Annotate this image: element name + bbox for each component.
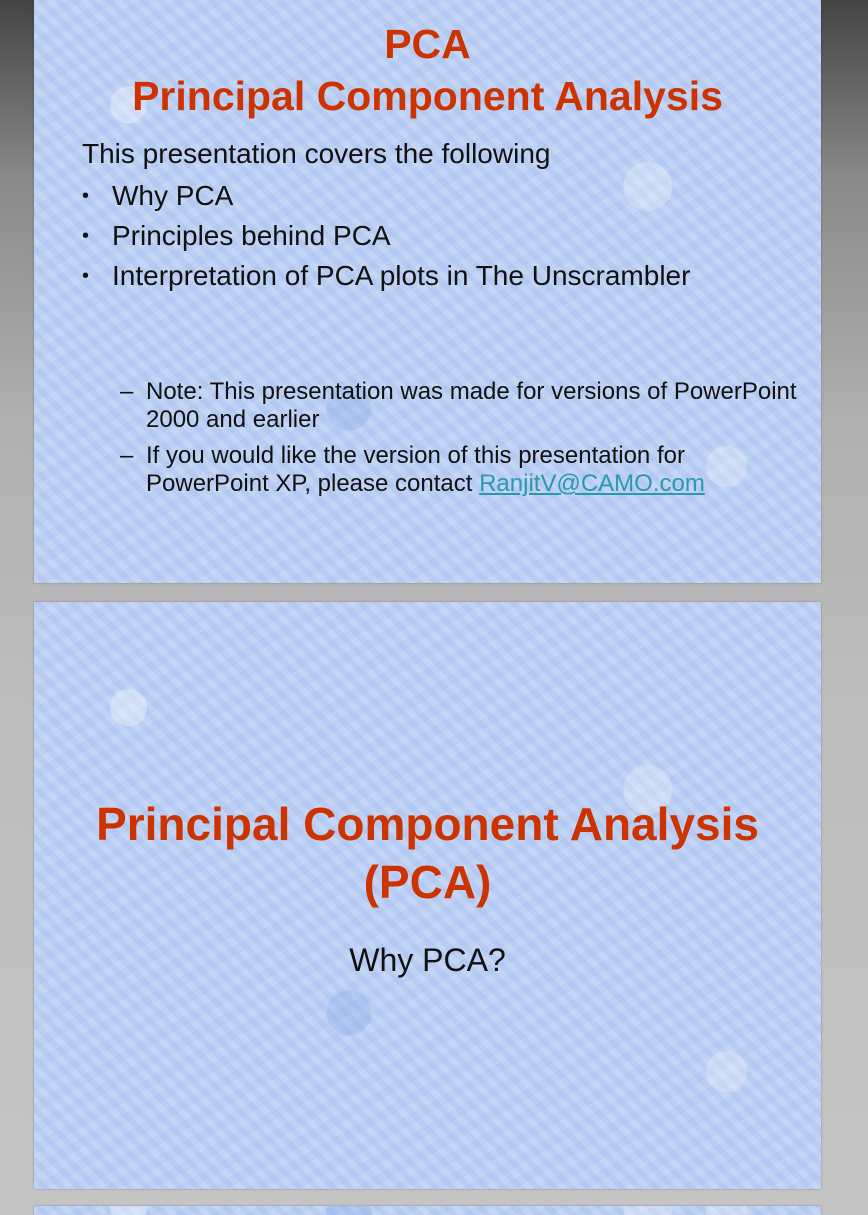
note-item	[120, 442, 800, 498]
bullet-item	[82, 176, 690, 216]
bullet-item	[82, 256, 690, 296]
bullet-text: Principles behind PCA	[112, 220, 391, 251]
bullet-icon: •	[82, 184, 90, 207]
slide-1-notes-list	[120, 378, 800, 506]
contact-email-link[interactable]: RanjitV@CAMO.com	[479, 470, 705, 497]
bullet-icon: •	[82, 264, 90, 287]
slide-1-bullet-list	[82, 176, 690, 296]
slide-1-title-line-1: PCA	[384, 21, 471, 67]
slide-1-title-line-2: Principal Component Analysis	[132, 73, 723, 119]
slide-1	[34, 0, 821, 583]
note-text: Note: This presentation was made for versions of PowerPoint 2000 and earlier	[146, 378, 797, 433]
slide-1-intro: This presentation covers the following	[82, 138, 551, 169]
bullet-text: Why PCA	[112, 180, 234, 211]
slide-2-title-line-2: (PCA)	[363, 856, 492, 908]
slide-2-subtitle: Why PCA?	[349, 942, 506, 978]
slide-2-title-line-1: Principal Component Analysis	[96, 798, 759, 850]
slide-2-title	[34, 795, 821, 911]
dash-icon: –	[120, 442, 134, 469]
slide-2	[34, 602, 821, 1189]
dash-icon: –	[120, 378, 134, 405]
note-text: If you would like the version of this presentation for PowerPoint XP, please contact	[146, 442, 685, 497]
slide-3-partial	[34, 1206, 821, 1215]
bullet-item	[82, 216, 690, 256]
note-item	[120, 378, 800, 434]
bullet-text: Interpretation of PCA plots in The Unscrambler	[112, 260, 691, 291]
bullet-icon: •	[82, 224, 90, 247]
